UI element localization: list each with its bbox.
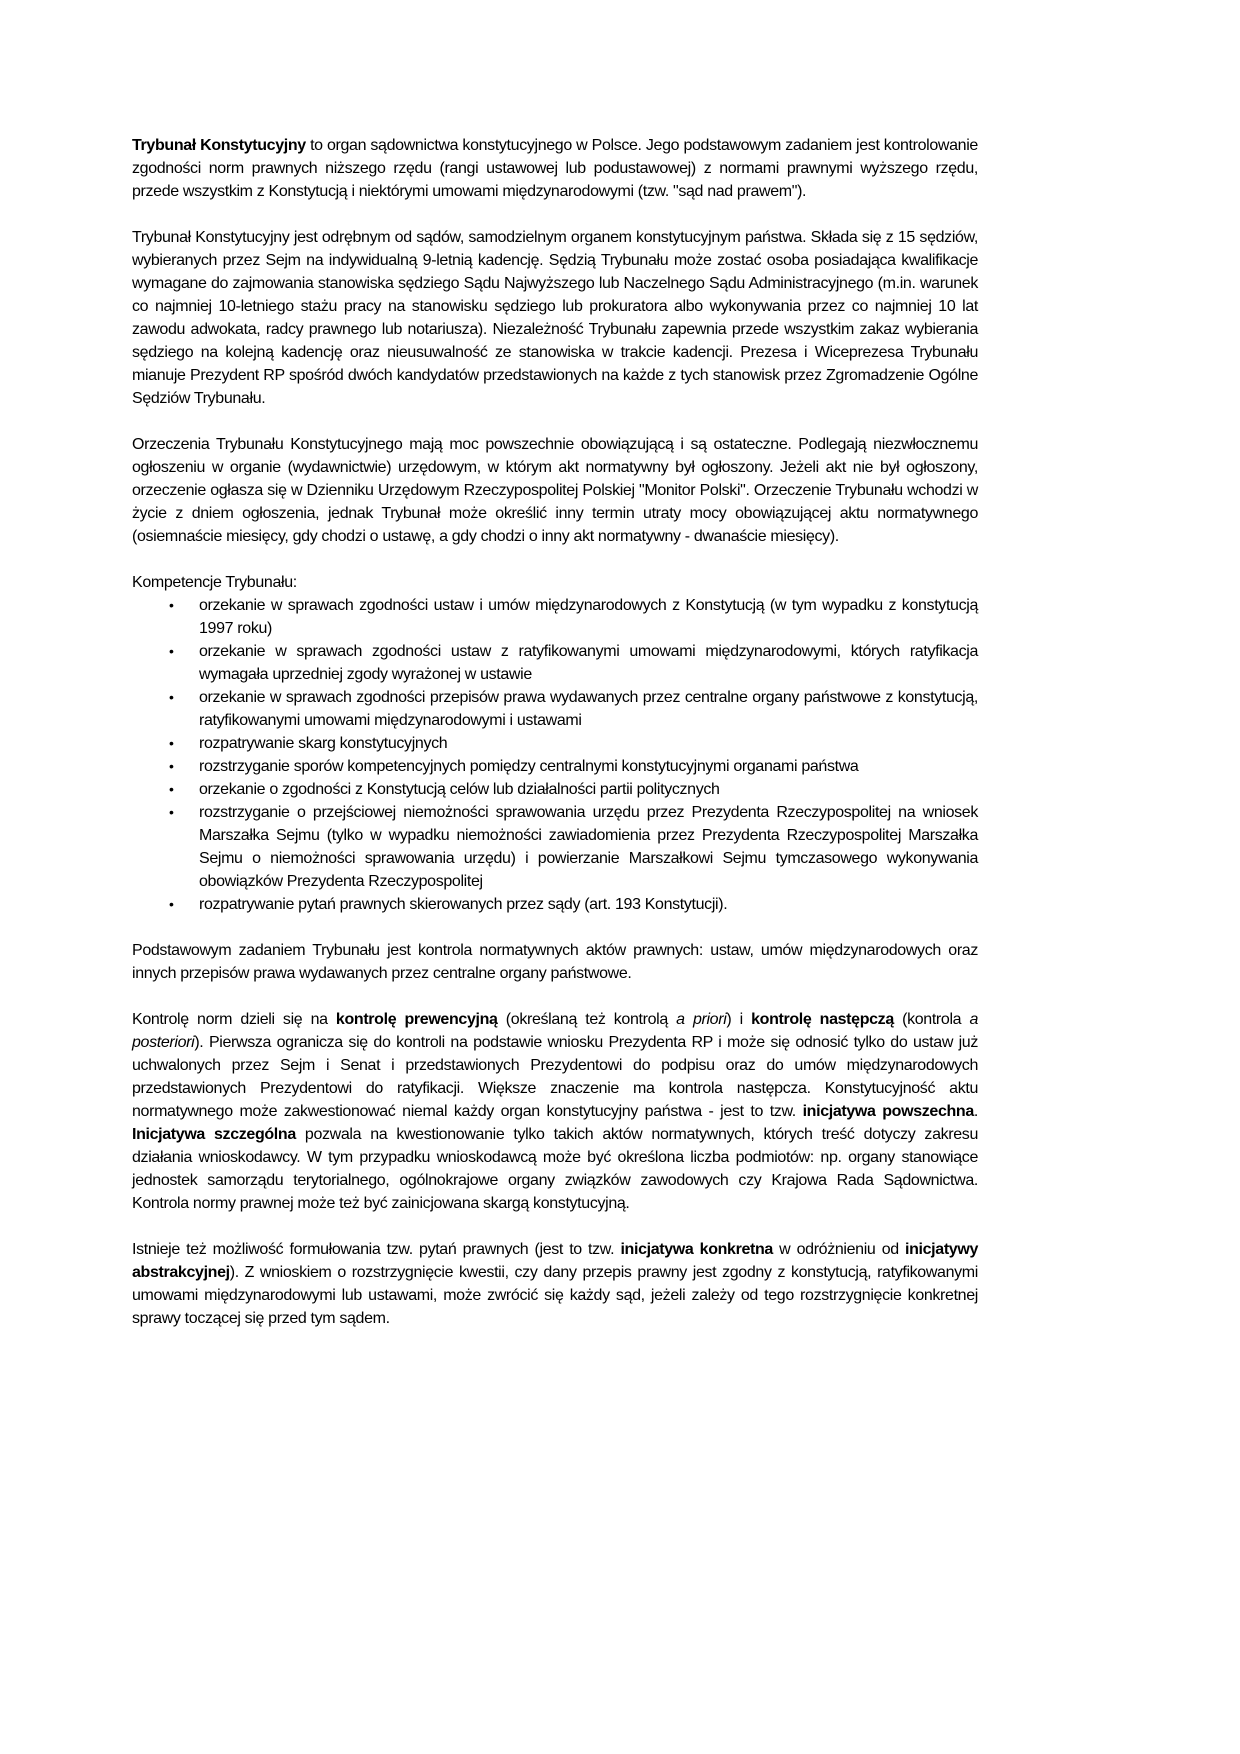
term-a-posteriori: a posteriori <box>132 1011 979 1051</box>
term-inicjatywa-konkretna: inicjatywa konkretna <box>620 1241 773 1258</box>
text: (określaną też kontrolą <box>497 1011 677 1028</box>
bullet-icon: • <box>169 689 174 705</box>
text: Kontrolę norm dzieli się na <box>132 1011 336 1028</box>
bullet-icon: • <box>169 597 174 613</box>
text: to organ sądownictwa konstytucyjnego w Polsce. Jego podstawowym zadaniem jest kontrolowanie zgodności norm prawnych niższego rzędu (rangi ustawowej lub podustawowej) z normami prawnymi wyższego rzędu, przede wszystkim z Konstytucją i niektórymi umowami międzynarodowymi (tzw. "sąd nad prawem"). <box>132 137 978 200</box>
list-item-text: orzekanie w sprawach zgodności przepisów prawa wydawanych przez centralne organy państwowe z konstytucją, ratyfikowanymi umowami międzynarodowymi i ustawami <box>199 689 978 729</box>
paragraph-norm-control <box>132 1008 978 1215</box>
text: ). Z wnioskiem o rozstrzygnięcie kwestii, czy dany przepis prawny jest zgodny z konstytucją, ratyfikowanymi umowami międzynarodowymi lub ustawami, może zwrócić się każdy sąd, jeżeli zależy od tego rozstrzygnięcie konkretnej sprawy toczącej się przed tym sądem. <box>132 1264 978 1327</box>
term-inicjatywa-abstrakcyjna: inicjatywy abstrakcyjnej <box>132 1241 978 1281</box>
bullet-icon: • <box>169 781 174 797</box>
list-item <box>169 755 978 778</box>
bullet-icon: • <box>169 643 174 659</box>
list-item <box>169 640 978 686</box>
list-item-text: orzekanie o zgodności z Konstytucją celów lub działalności partii politycznych <box>199 781 720 798</box>
text: w odróżnieniu od <box>772 1241 906 1258</box>
list-item <box>169 778 978 801</box>
list-item <box>169 686 978 732</box>
paragraph-composition: Trybunał Konstytucyjny jest odrębnym od sądów, samodzielnym organem konstytucyjnym państwa. Składa się z 15 sędziów, wybieranych przez Sejm na indywidualną 9-letnią kadencję. Sędzią Trybunału może zostać osoba posiadająca kwalifikacje wymagane do zajmowania stanowiska sędziego Sądu Najwyższego lub Naczelnego Sądu Administracyjnego (m.in. warunek co najmniej 10-letniego stażu pracy na stanowisku sędziego lub prokuratora albo wykonywania przez co najmniej 10 lat zawodu adwokata, radcy prawnego lub notariusza). Niezależność Trybunału zapewnia przede wszystkim zakaz wybierania sędziego na kolejną kadencję oraz nieusuwalność ze stanowiska w trakcie kadencji. Prezesa i Wiceprezesa Trybunału mianuje Prezydent RP spośród dwóch kandydatów przedstawionych na każde z tych stanowisk przez Zgromadzenie Ogólne Sędziów Trybunału. <box>132 229 978 407</box>
text: ). Pierwsza ogranicza się do kontroli na podstawie wniosku Prezydenta RP i może się odnosić tylko do ustaw już uchwalonych przez Sejm i Senat i przedstawionych Prezydentowi do podpisu oraz do umów międzynarodowych przedstawionych Prezydentowi do ratyfikacji. Większe znaczenie ma kontrola następcza. Konstytucyjność aktu normatywnego może zakwestionować niemal każdy organ konstytucyjny państwa - jest to tzw. <box>132 1034 978 1120</box>
term-nastepcza: kontrolę następczą <box>751 1011 894 1028</box>
list-item <box>169 893 978 916</box>
list-item-text: rozstrzyganie o przejściowej niemożności sprawowania urzędu przez Prezydenta Rzeczypospolitej na wniosek Marszałka Sejmu (tylko w wypadku niemożności zawiadomienia przez Prezydenta Rzeczypospolitej Marszałka Sejmu o niemożności sprawowania urzędu) i powierzanie Marszałkowi Sejmu tymczasowego wykonywania obowiązków Prezydenta Rzeczypospolitej <box>199 804 978 890</box>
bullet-icon: • <box>169 896 174 912</box>
paragraph-main-task: Podstawowym zadaniem Trybunału jest kontrola normatywnych aktów prawnych: ustaw, umów międzynarodowych oraz innych przepisów prawa wydawanych przez centralne organy państwowe. <box>132 942 978 982</box>
paragraph-legal-questions <box>132 1238 978 1330</box>
bullet-icon: • <box>169 804 174 820</box>
list-item-text: rozpatrywanie skarg konstytucyjnych <box>199 735 448 752</box>
term-prewencyjna: kontrolę prewencyjną <box>335 1011 498 1028</box>
text: (kontrola <box>893 1011 970 1028</box>
list-item-text: rozstrzyganie sporów kompetencyjnych pomiędzy centralnymi konstytucyjnymi organami państwa <box>199 758 859 775</box>
competences-heading: Kompetencje Trybunału: <box>132 574 297 591</box>
text: Istnieje też możliwość formułowania tzw. pytań prawnych (jest to tzw. <box>132 1241 621 1258</box>
term-inicjatywa-szczegolna: Inicjatywa szczególna <box>132 1126 296 1143</box>
bullet-icon: • <box>169 758 174 774</box>
term-inicjatywa-powszechna: inicjatywa powszechna <box>802 1103 974 1120</box>
term-a-priori: a priori <box>676 1011 727 1028</box>
list-item <box>169 801 978 893</box>
bullet-icon: • <box>169 735 174 751</box>
list-item-text: orzekanie w sprawach zgodności ustaw i umów międzynarodowych z Konstytucją (w tym wypadku z konstytucją 1997 roku) <box>199 597 978 637</box>
list-item <box>169 594 978 640</box>
list-item-text: orzekanie w sprawach zgodności ustaw z ratyfikowanymi umowami międzynarodowymi, których ratyfikacja wymagała uprzedniej zgody wyrażonej w ustawie <box>199 643 978 683</box>
text: . <box>973 1103 978 1120</box>
paragraph-intro <box>132 134 978 203</box>
list-item-text: rozpatrywanie pytań prawnych skierowanych przez sądy (art. 193 Konstytucji). <box>199 896 728 913</box>
text: pozwala na kwestionowanie tylko takich aktów normatywnych, których treść dotyczy zakresu działania wnioskodawcy. W tym przypadku wnioskodawcą może być określona liczba podmiotów: np. organy stanowiące jednostek samorządu terytorialnego, ogólnokrajowe organy związków zawodowych czy Krajowa Rada Sądownictwa. Kontrola normy prawnej może też być zainicjowana skargą konstytucyjną. <box>132 1126 978 1212</box>
competences-list <box>132 594 978 916</box>
text: ) i <box>726 1011 752 1028</box>
document-page <box>132 134 978 1353</box>
term-trybunal: Trybunał Konstytucyjny <box>132 137 306 154</box>
paragraph-rulings: Orzeczenia Trybunału Konstytucyjnego mają moc powszechnie obowiązującą i są ostateczne. Podlegają niezwłocznemu ogłoszeniu w organie (wydawnictwie) urzędowym, w którym akt normatywny był ogłoszony. Jeżeli akt nie był ogłoszony, orzeczenie ogłasza się w Dzienniku Urzędowym Rzeczypospolitej Polskiej "Monitor Polski". Orzeczenie Trybunału wchodzi w życie z dniem ogłoszenia, jednak Trybunał może określić inny termin utraty mocy obowiązującej aktu normatywnego (osiemnaście miesięcy, gdy chodzi o ustawę, a gdy chodzi o inny akt normatywny - dwanaście miesięcy). <box>132 436 978 545</box>
list-item <box>169 732 978 755</box>
